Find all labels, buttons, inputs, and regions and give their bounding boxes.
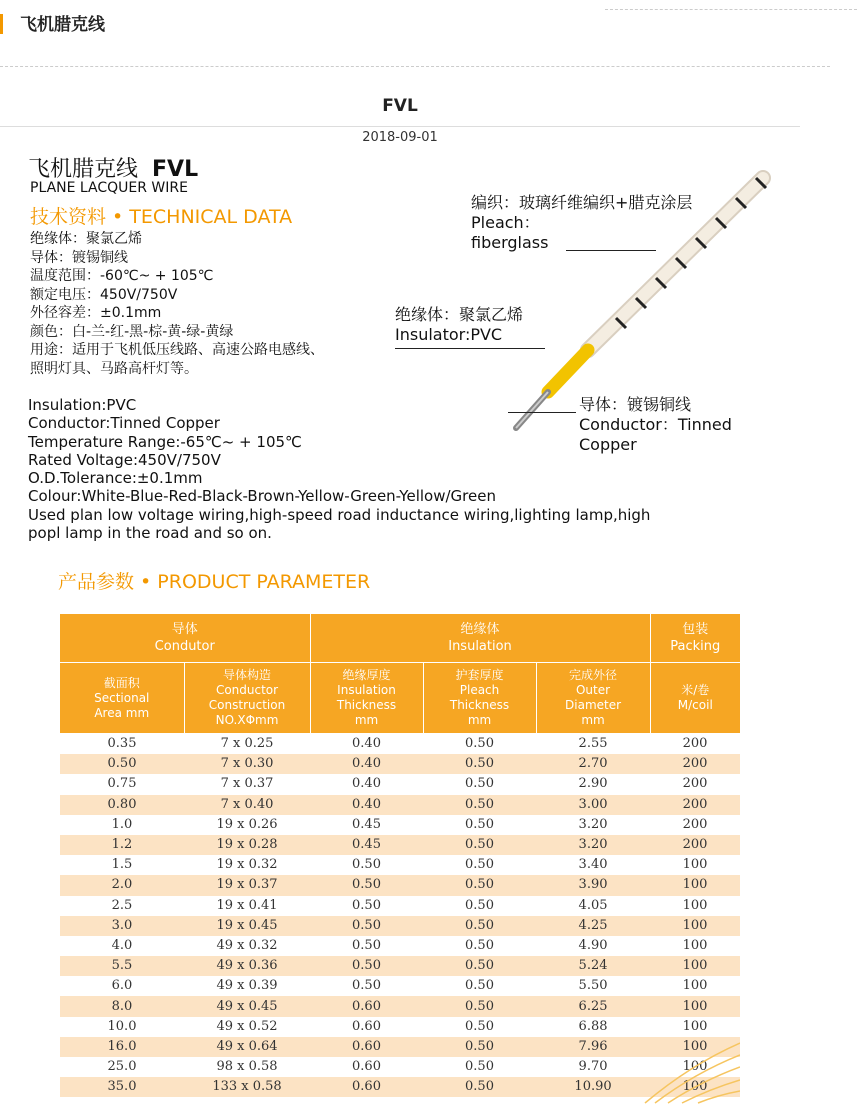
cell-insulation-thickness: 0.60 [310, 1037, 423, 1057]
callout-line: Insulator:PVC [395, 325, 503, 344]
group-header-insulation [310, 614, 650, 663]
group-header-packing [650, 614, 740, 663]
spec-line-en: Used plan low voltage wiring,high-speed road inductance wiring,lighting lamp,high [28, 505, 651, 524]
spec-line-en: Colour:White-Blue-Red-Black-Brown-Yellow-Green-Yellow/Green [28, 487, 496, 506]
table-row [60, 774, 740, 794]
cell-insulation-thickness: 0.40 [310, 795, 423, 815]
cell-sectional-area: 25.0 [107, 1059, 137, 1075]
cell-packing: 200 [650, 795, 740, 815]
cell-outer-diameter: 6.25 [536, 996, 650, 1016]
spec-line: 导体：镀锡铜线 [30, 249, 128, 266]
leader-pleach [566, 250, 656, 251]
article-title-rule [0, 126, 800, 127]
leader-conductor [508, 412, 576, 413]
table-row [60, 734, 740, 755]
table-row [60, 896, 740, 916]
callout-pleach [471, 193, 692, 253]
callout-line: 绝缘体：聚氯乙烯 [395, 305, 524, 324]
cell-pleach-thickness: 0.50 [465, 897, 494, 913]
spec-line: 用途：适用于飞机低压线路、高速公路电感线、 [30, 342, 324, 358]
column-header-line: mm [354, 713, 379, 727]
table-row [60, 754, 740, 774]
column-header-line: Area mm [94, 705, 150, 720]
cell-sectional-area: 0.50 [60, 754, 184, 774]
cell-pleach-thickness: 0.50 [465, 937, 494, 953]
product-title-cn: 飞机腊克线 [28, 157, 139, 182]
cell-sectional-area: 35.0 [60, 1077, 184, 1097]
column-header-line: Diameter [565, 698, 622, 712]
group-header-conductor [60, 614, 310, 663]
cell-sectional-area: 0.35 [107, 736, 137, 752]
cell-construction: 7 x 0.40 [184, 795, 310, 815]
table-row [60, 936, 740, 956]
cell-outer-diameter: 4.90 [578, 937, 608, 953]
cell-construction: 98 x 0.58 [216, 1059, 278, 1075]
cell-construction: 7 x 0.30 [184, 754, 310, 774]
cell-packing: 100 [650, 916, 740, 936]
spec-line-en: Conductor:Tinned Copper [28, 414, 220, 433]
cell-sectional-area: 1.2 [60, 835, 184, 855]
cell-sectional-area: 16.0 [60, 1037, 184, 1057]
column-header-line: 绝缘厚度 [342, 668, 391, 682]
cell-sectional-area: 1.0 [111, 816, 133, 832]
cell-packing: 100 [682, 937, 708, 953]
column-header-pleach-thickness [423, 663, 536, 734]
column-header-line: Construction [208, 698, 286, 712]
group-header-cn: 包装 [682, 622, 709, 637]
column-header-packing [650, 663, 740, 734]
leader-insulator [395, 348, 545, 349]
cell-pleach-thickness: 0.50 [465, 1059, 494, 1075]
cell-insulation-thickness: 0.45 [310, 835, 423, 855]
technical-data-heading: 技术资料 • TECHNICAL DATA [30, 206, 293, 228]
cell-insulation-thickness: 0.60 [352, 1059, 381, 1075]
column-header-line: 护套厚度 [455, 668, 504, 682]
cell-construction: 49 x 0.52 [216, 1018, 278, 1034]
page-header [0, 0, 862, 60]
product-code: FVL [152, 157, 199, 182]
column-header-line: 截面积 [103, 675, 140, 690]
cell-outer-diameter: 9.70 [578, 1059, 608, 1075]
group-header-en: Packing [670, 639, 721, 654]
cell-outer-diameter: 3.90 [536, 875, 650, 895]
column-header-line: Thickness [336, 698, 397, 712]
cell-insulation-thickness: 0.50 [310, 956, 423, 976]
cell-construction: 7 x 0.37 [220, 776, 274, 792]
cell-pleach-thickness: 0.50 [423, 916, 536, 936]
cell-construction: 49 x 0.45 [184, 996, 310, 1016]
cell-packing: 100 [682, 978, 708, 994]
article-title: FVL [382, 96, 418, 116]
cell-pleach-thickness: 0.50 [465, 857, 494, 873]
column-header-line: Outer [575, 683, 611, 697]
callout-line: fiberglass [471, 233, 549, 252]
cell-packing: 100 [650, 1037, 740, 1057]
cell-insulation-thickness: 0.40 [352, 736, 381, 752]
cell-pleach-thickness: 0.50 [423, 1037, 536, 1057]
cell-outer-diameter: 2.70 [536, 754, 650, 774]
technical-data-image [28, 150, 768, 550]
cell-construction: 133 x 0.58 [184, 1077, 310, 1097]
cell-packing: 100 [682, 1018, 708, 1034]
cell-packing: 100 [650, 875, 740, 895]
cell-construction: 19 x 0.45 [184, 916, 310, 936]
group-header-en: Condutor [154, 639, 215, 654]
cell-packing: 100 [682, 857, 708, 873]
cell-sectional-area: 0.75 [107, 776, 137, 792]
cell-sectional-area: 2.5 [111, 897, 133, 913]
cell-pleach-thickness: 0.50 [423, 996, 536, 1016]
cell-pleach-thickness: 0.50 [423, 1077, 536, 1097]
cell-outer-diameter: 7.96 [536, 1037, 650, 1057]
cell-outer-diameter: 3.20 [578, 816, 608, 832]
table-row [60, 916, 740, 936]
table-row [60, 1057, 740, 1077]
table-row [60, 875, 740, 895]
callout-line: Pleach： [471, 213, 540, 232]
cell-packing: 200 [682, 776, 708, 792]
cell-construction: 19 x 0.37 [184, 875, 310, 895]
cell-construction: 19 x 0.28 [184, 835, 310, 855]
cell-outer-diameter: 3.00 [536, 795, 650, 815]
parameter-table [60, 614, 740, 1097]
cell-pleach-thickness: 0.50 [423, 835, 536, 855]
cell-sectional-area: 8.0 [60, 996, 184, 1016]
product-title [28, 152, 198, 183]
table-row [60, 1037, 740, 1057]
cell-insulation-thickness: 0.45 [352, 816, 381, 832]
group-header-cn: 绝缘体 [460, 622, 500, 637]
cell-outer-diameter: 10.90 [536, 1077, 650, 1097]
table-row [60, 815, 740, 835]
callout-conductor [579, 395, 732, 455]
cell-sectional-area: 1.5 [111, 857, 133, 873]
cell-packing: 200 [682, 816, 708, 832]
cell-construction: 19 x 0.26 [216, 816, 278, 832]
cell-packing: 100 [650, 1077, 740, 1097]
cell-outer-diameter: 2.55 [578, 736, 608, 752]
cell-construction: 49 x 0.64 [184, 1037, 310, 1057]
cell-construction: 7 x 0.25 [220, 736, 274, 752]
cell-insulation-thickness: 0.60 [310, 1077, 423, 1097]
column-header-outer-diameter [536, 663, 650, 734]
table-row [60, 795, 740, 815]
spec-line: 外径容差：±0.1mm [30, 305, 162, 321]
callout-insulator [395, 305, 523, 345]
column-header-sectional-area [60, 663, 184, 734]
column-header-line: 完成外径 [569, 668, 618, 682]
header-title: 飞机腊克线 [20, 15, 105, 35]
article-date: 2018-09-01 [362, 130, 438, 145]
spec-line: 颜色：白-兰-红-黑-棕-黄-绿-黄绿 [30, 323, 234, 340]
cell-outer-diameter: 5.24 [536, 956, 650, 976]
cell-insulation-thickness: 0.60 [352, 1018, 381, 1034]
cell-pleach-thickness: 0.50 [465, 736, 494, 752]
column-header-construction [184, 663, 310, 734]
cell-sectional-area: 2.0 [60, 875, 184, 895]
cell-packing: 100 [682, 897, 708, 913]
table-row [60, 996, 740, 1016]
cell-packing: 200 [682, 736, 708, 752]
cell-construction: 19 x 0.32 [216, 857, 278, 873]
spec-line: 额定电压：450V/750V [30, 286, 178, 303]
cell-packing: 100 [650, 996, 740, 1016]
cell-sectional-area: 6.0 [111, 978, 133, 994]
product-subtitle: PLANE LACQUER WIRE [30, 180, 188, 196]
cell-construction: 49 x 0.36 [184, 956, 310, 976]
cell-construction: 49 x 0.32 [216, 937, 278, 953]
header-accent-bar [0, 14, 3, 34]
column-header-line: mm [467, 713, 492, 727]
cell-pleach-thickness: 0.50 [465, 816, 494, 832]
callout-line: Copper [579, 435, 637, 454]
spec-line-en: Insulation:PVC [28, 396, 137, 414]
cell-sectional-area: 0.80 [60, 795, 184, 815]
spec-line: 温度范围：-60℃~ + 105℃ [30, 268, 214, 284]
callout-line: 导体：镀锡铜线 [579, 395, 692, 414]
spec-line-en: Rated Voltage:450V/750V [28, 450, 221, 469]
product-parameter-heading: 产品参数 • PRODUCT PARAMETER [58, 571, 371, 593]
spec-line-en: Temperature Range:-65℃~ + 105℃ [28, 432, 302, 451]
callout-line: 编织：玻璃纤维编织+腊克涂层 [471, 193, 693, 212]
table-row [60, 855, 740, 875]
cell-insulation-thickness: 0.50 [352, 937, 381, 953]
spec-line-en: O.D.Tolerance:±0.1mm [28, 469, 203, 488]
cell-insulation-thickness: 0.50 [352, 857, 381, 873]
cell-pleach-thickness: 0.50 [423, 875, 536, 895]
table-row [60, 976, 740, 996]
cell-pleach-thickness: 0.50 [465, 1018, 494, 1034]
cell-packing: 100 [650, 956, 740, 976]
parameter-table-body [60, 734, 740, 1098]
cell-construction: 49 x 0.39 [216, 978, 278, 994]
spec-line: 照明灯具、马路高杆灯等。 [30, 360, 198, 377]
cell-sectional-area: 10.0 [107, 1018, 137, 1034]
cell-sectional-area: 5.5 [60, 956, 184, 976]
spec-line-en: popl lamp in the road and so on. [28, 524, 272, 543]
cell-packing: 200 [650, 835, 740, 855]
cell-packing: 200 [650, 754, 740, 774]
column-header-line: Pleach [459, 683, 500, 697]
cell-construction: 19 x 0.41 [216, 897, 278, 913]
cell-packing: 100 [682, 1059, 708, 1075]
group-header-cn: 导体 [171, 622, 198, 637]
table-row [60, 835, 740, 855]
wire-conductor-highlight [516, 392, 548, 428]
cell-insulation-thickness: 0.40 [310, 754, 423, 774]
cell-sectional-area: 4.0 [111, 937, 133, 953]
cell-outer-diameter: 3.20 [536, 835, 650, 855]
wire-insulation [548, 350, 588, 392]
cell-pleach-thickness: 0.50 [423, 754, 536, 774]
header-divider [605, 9, 857, 10]
column-header-line: NO.XΦmm [215, 713, 279, 727]
cell-sectional-area: 3.0 [60, 916, 184, 936]
cell-insulation-thickness: 0.50 [352, 897, 381, 913]
cell-outer-diameter: 4.25 [536, 916, 650, 936]
section-divider [0, 66, 830, 67]
cell-outer-diameter: 6.88 [578, 1018, 608, 1034]
cell-insulation-thickness: 0.50 [352, 978, 381, 994]
table-row [60, 1077, 740, 1097]
cell-outer-diameter: 3.40 [578, 857, 608, 873]
cell-pleach-thickness: 0.50 [423, 956, 536, 976]
table-row [60, 1017, 740, 1037]
cell-insulation-thickness: 0.60 [310, 996, 423, 1016]
cell-pleach-thickness: 0.50 [465, 776, 494, 792]
column-header-line: Insulation [337, 683, 396, 697]
table-row [60, 956, 740, 976]
cell-outer-diameter: 4.05 [578, 897, 608, 913]
cell-outer-diameter: 5.50 [578, 978, 608, 994]
cell-insulation-thickness: 0.50 [310, 916, 423, 936]
cell-pleach-thickness: 0.50 [423, 795, 536, 815]
column-header-line: Sectional [94, 690, 150, 705]
column-header-line: Thickness [449, 698, 510, 712]
column-header-line: M/coil [677, 698, 713, 712]
callout-line: Conductor：Tinned [579, 415, 732, 434]
cell-insulation-thickness: 0.40 [352, 776, 381, 792]
cell-outer-diameter: 2.90 [578, 776, 608, 792]
column-header-line: 导体构造 [223, 668, 272, 682]
cell-insulation-thickness: 0.50 [310, 875, 423, 895]
column-header-line: 米/卷 [681, 683, 710, 697]
column-header-insulation-thickness [310, 663, 423, 734]
spec-line: 绝缘体：聚氯乙烯 [30, 231, 142, 247]
group-header-en: Insulation [448, 639, 512, 654]
column-header-line: Conductor [215, 683, 279, 697]
specs-cn [30, 230, 324, 378]
cell-pleach-thickness: 0.50 [465, 978, 494, 994]
column-header-line: mm [581, 713, 605, 727]
